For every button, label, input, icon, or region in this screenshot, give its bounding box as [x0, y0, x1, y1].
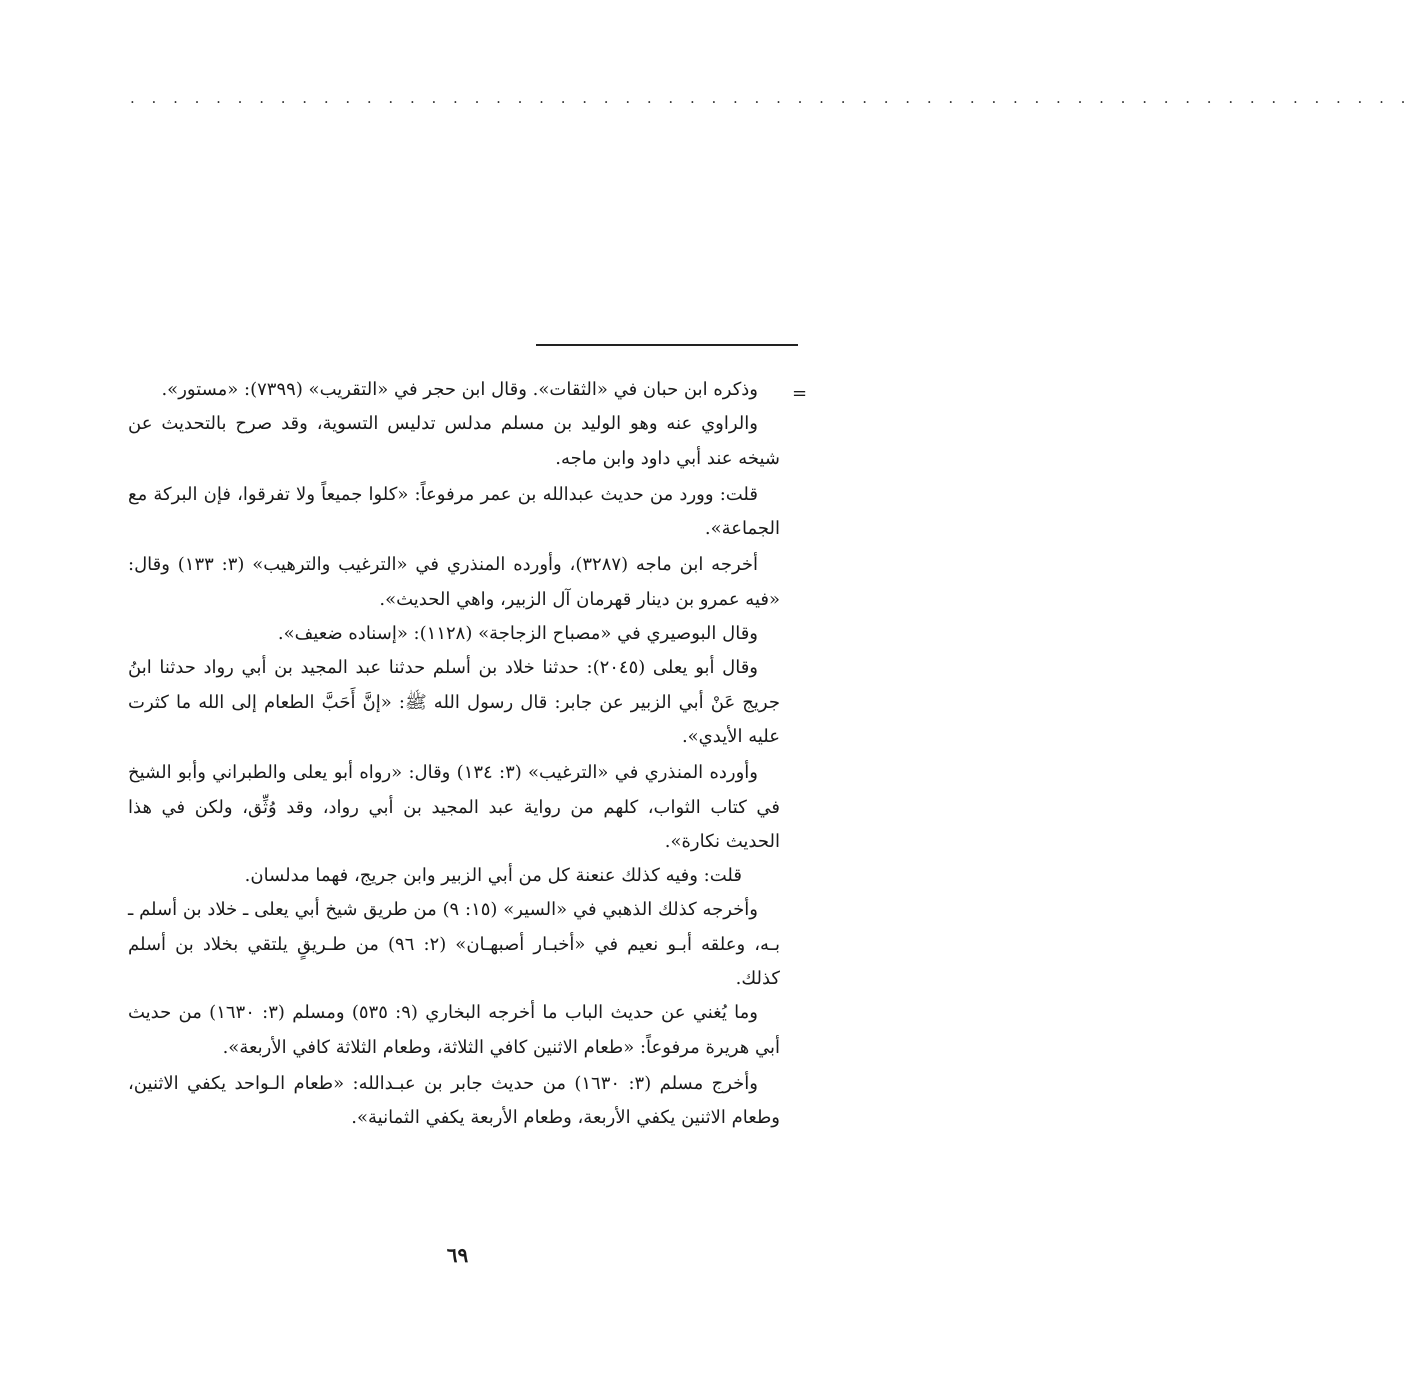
continuation-mark: = — [792, 383, 808, 404]
footnote-rule — [536, 344, 798, 346]
page-number: ٦٩ — [446, 1243, 469, 1267]
footnote-paragraph-3: قلت: وورد من حديث عبدالله بن عمر مرفوعاً: «كلوا جميعاً ولا تفرقوا، فإن البركة مع الجماعة». — [128, 483, 780, 540]
footnote-paragraph-2: والراوي عنه وهو الوليد بن مسلم مدلس تدليس التسوية، وقد صرح بالتحديث عن شيخه عند أبي داود وابن ماجه. — [128, 413, 780, 469]
footnote-paragraph-7: وأورده المنذري في «الترغيب» (٣: ١٣٤) وقال: «رواه أبو يعلى والطبراني وأبو الشيخ في كتاب الثواب، كلهم من رواية عبد المجيد بن أبي رواد، وقد وُثِّق، ولكن في هذا الحديث نكارة». — [128, 762, 780, 852]
footnotes-body — [128, 373, 780, 1136]
footnote-paragraph-4: أخرجه ابن ماجه (٣٢٨٧)، وأورده المنذري في «الترغيب والترهيب» (٣: ١٣٣) وقال: «فيه عمرو بن دينار قهرمان آل الزبير، واهي الحديث». — [128, 554, 780, 610]
footnote-paragraph-9: وأخرجه كذلك الذهبي في «السير» (١٥: ٩) من طريق شيخ أبي يعلى ـ خلاد بن أسلم ـ بـه، وعلقه أبـو نعيم في «أخبـار أصبهـان» (٢: ٩٦) من طـريقٍ يلتقي بخلاد بن أسلم كذلك. — [128, 899, 780, 990]
footnote-paragraph-6: وقال أبو يعلى (٢٠٤٥): حدثنا خلاد بن أسلم حدثنا عبد المجيد بن أبي رواد حدثنا ابنُ جريج عَنْ أبي الزبير عن جابر: قال رسول الله ﷺ: «إنَّ أَحَبَّ الطعام إلى الله ما كثرت عليه الأيدي». — [128, 657, 780, 747]
footnote-paragraph-10: وما يُغني عن حديث الباب ما أخرجه البخاري (٩: ٥٣٥) ومسلم (٣: ١٦٣٠) من حديث أبي هريرة مرفوعاً: «طعام الاثنين كافي الثلاثة، وطعام الثلاثة كافي الأربعة». — [128, 1002, 780, 1058]
footnote-paragraph-5: وقال البوصيري في «مصباح الزجاجة» (١١٢٨): «إسناده ضعيف». — [277, 623, 758, 645]
footnote-paragraph-1: وذكره ابن حبان في «الثقات». وقال ابن حجر في «التقريب» (٧٣٩٩): «مستور». — [161, 379, 758, 400]
dotted-separator: . . . . . . . . . . . . . . . . . . . . . . . . . . . . . . . . . . . . . . . . . . . . . . . . . . . . . . . . . . . . — [130, 89, 1411, 107]
footnote-paragraph-8: قلت: وفيه كذلك عنعنة كل من أبي الزبير وابن جريج، فهما مدلسان. — [244, 865, 742, 887]
footnote-paragraph-11: وأخرج مسلم (٣: ١٦٣٠) من حديث جابر بن عبـدالله: «طعام الـواحد يكفي الاثنين، وطعام الاثنين يكفي الأربعة، وطعام الأربعة يكفي الثمانية». — [128, 1072, 780, 1129]
